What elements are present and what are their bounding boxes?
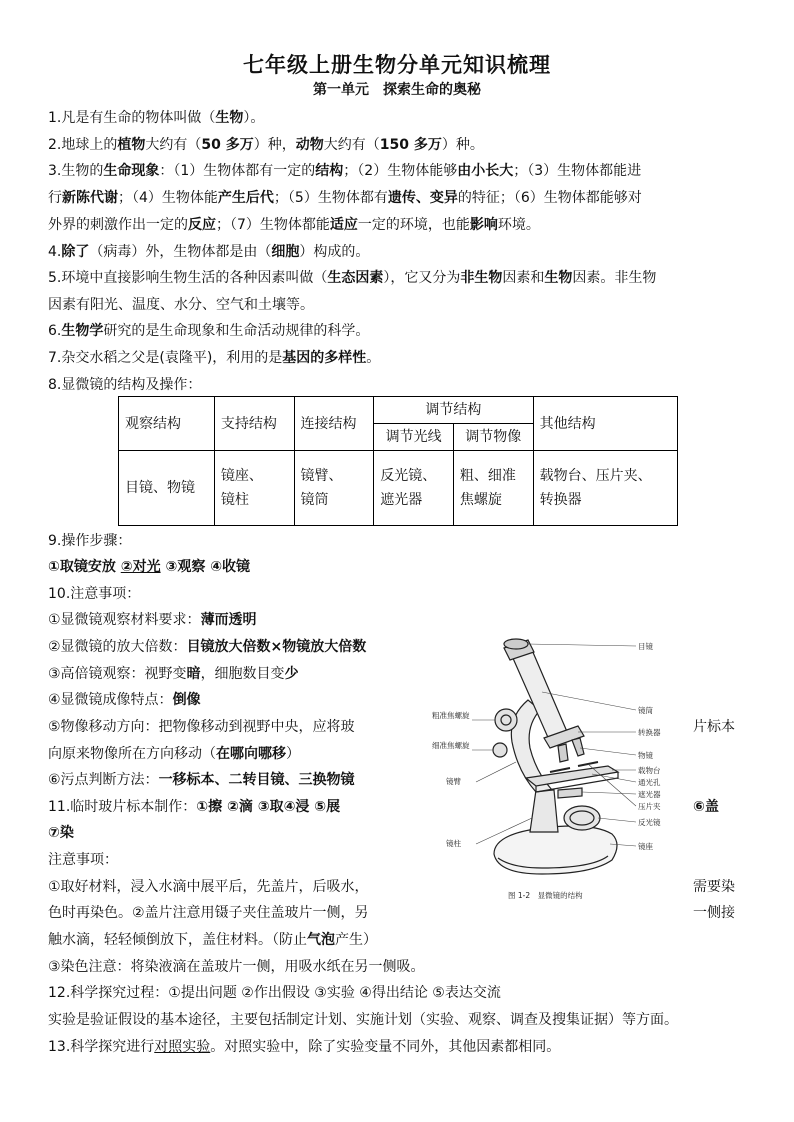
label-eyepiece: 目镜 bbox=[638, 642, 653, 651]
making-note-2-end: 一侧接 bbox=[693, 905, 735, 921]
item-11-end: ⑥盖 bbox=[693, 799, 719, 815]
item-10: 10.注意事项： bbox=[48, 586, 141, 602]
item-12: 12.科学探究过程：①提出问题 ②作出假设 ③实验 ④得出结论 ⑤表达交流 bbox=[48, 985, 501, 1001]
label-objective: 物镜 bbox=[638, 751, 653, 760]
note-1: ①显微镜观察材料要求：薄而透明 bbox=[48, 612, 257, 628]
making-note-2: 色时再染色。②盖片注意用镊子夹住盖玻片一侧，另 bbox=[48, 905, 369, 921]
item-12-detail: 实验是验证假设的基本途径，主要包括制定计划、实施计划（实验、观察、调查及搜集证据）等方面。 bbox=[48, 1012, 678, 1028]
item-5-line2: 因素有阳光、温度、水分、空气和土壤等。 bbox=[48, 297, 314, 313]
label-coarse-focus: 粗准焦螺旋 bbox=[432, 711, 470, 720]
label-mirror: 反光镜 bbox=[638, 818, 661, 827]
note-6: ⑥污点判断方法：一移标本、二转目镜、三换物镜 bbox=[48, 772, 355, 788]
label-arm: 镜臂 bbox=[446, 777, 461, 786]
label-nosepiece: 转换器 bbox=[638, 728, 661, 737]
item-11: 11.临时玻片标本制作：①擦 ②滴 ③取④浸 ⑤展 bbox=[48, 799, 341, 815]
page-title: 七年级上册生物分单元知识梳理 bbox=[243, 53, 551, 77]
microscope-diagram bbox=[432, 622, 682, 912]
label-stage: 载物台 bbox=[638, 766, 661, 775]
label-base: 镜座 bbox=[638, 842, 653, 851]
label-pillar: 镜柱 bbox=[446, 839, 461, 848]
making-note-4: ③染色注意：将染液滴在盖玻片一侧，用吸水纸在另一侧吸。 bbox=[48, 959, 425, 975]
item-9: 9.操作步骤： bbox=[48, 533, 132, 549]
th-observe: 观察结构 bbox=[119, 397, 215, 451]
th-image: 调节物像 bbox=[453, 424, 533, 451]
item-6: 6.生物学研究的是生命现象和生命活动规律的科学。 bbox=[48, 323, 370, 339]
note-3: ③高倍镜观察：视野变暗，细胞数目变少 bbox=[48, 666, 299, 682]
th-connect: 连接结构 bbox=[294, 397, 374, 451]
microscope-structure-table bbox=[118, 396, 678, 526]
label-fine-focus: 细准焦螺旋 bbox=[432, 741, 470, 750]
making-note-1: ①取好材料，浸入水滴中展平后，先盖片，后吸水， bbox=[48, 879, 369, 895]
label-hole: 通光孔 bbox=[638, 778, 661, 787]
item-3-line3: 外界的刺激作出一定的反应；（7）生物体都能适应一定的环境，也能影响环境。 bbox=[48, 217, 540, 233]
th-adjust: 调节结构 bbox=[374, 397, 533, 424]
making-note-3: 触水滴，轻轻倾倒放下，盖住材料。（防止气泡产生） bbox=[48, 932, 377, 948]
label-tube: 镜筒 bbox=[638, 706, 653, 715]
td-observe: 目镜、物镜 bbox=[119, 451, 215, 526]
note-4: ④显微镜成像特点：倒像 bbox=[48, 692, 201, 708]
note-5-line1-end: 片标本 bbox=[693, 719, 735, 735]
item-5-line1: 5.环境中直接影响生物生活的各种因素叫做（生态因素），它又分为非生物因素和生物因素。非生物 bbox=[48, 270, 657, 286]
note-5-line2: 向原来物像所在方向移动（在哪向哪移） bbox=[48, 746, 300, 762]
note-2: ②显微镜的放大倍数：目镜放大倍数×物镜放大倍数 bbox=[48, 639, 367, 655]
item-7: 7.杂交水稻之父是(袁隆平)，利用的是基因的多样性。 bbox=[48, 350, 381, 366]
note-5-line1: ⑤物像移动方向：把物像移动到视野中央，应将玻 bbox=[48, 719, 355, 735]
td-other: 载物台、压片夹、 转换器 bbox=[533, 451, 677, 526]
item-8: 8.显微镜的结构及操作： bbox=[48, 377, 202, 393]
page-subtitle: 第一单元 探索生命的奥秘 bbox=[313, 82, 481, 98]
item-3-line1: 3.生物的生命现象：（1）生物体都有一定的结构；（2）生物体能够由小长大；（3）生物体都能进 bbox=[48, 163, 642, 179]
label-diaphragm: 遮光器 bbox=[638, 790, 661, 799]
operation-steps: ①取镜安放 ②对光 ③观察 ④收镜 bbox=[48, 559, 251, 575]
th-other: 其他结构 bbox=[533, 397, 677, 451]
item-13: 13.科学探究进行对照实验。对照实验中，除了实验变量不同外，其他因素都相同。 bbox=[48, 1039, 561, 1055]
item-1: 1.凡是有生命的物体叫做（生物）。 bbox=[48, 110, 265, 126]
figure-caption: 图 1-2 显微镜的结构 bbox=[508, 891, 583, 900]
td-image: 粗、细准 焦螺旋 bbox=[453, 451, 533, 526]
label-clip: 压片夹 bbox=[638, 802, 661, 811]
item-4: 4.除了（病毒）外，生物体都是由（细胞）构成的。 bbox=[48, 244, 370, 260]
td-connect: 镜臂、 镜筒 bbox=[294, 451, 374, 526]
item-11-line2: ⑦染 bbox=[48, 825, 74, 841]
td-light: 反光镜、 遮光器 bbox=[374, 451, 454, 526]
td-support: 镜座、 镜柱 bbox=[214, 451, 294, 526]
th-support: 支持结构 bbox=[214, 397, 294, 451]
item-2: 2.地球上的植物大约有（50 多万）种，动物大约有（150 多万）种。 bbox=[48, 137, 484, 153]
th-light: 调节光线 bbox=[374, 424, 454, 451]
making-note-1-end: 需要染 bbox=[693, 879, 735, 895]
item-3-line2: 行新陈代谢；（4）生物体能产生后代；（5）生物体都有遗传、变异的特征；（6）生物体都能够对 bbox=[48, 190, 642, 206]
item-11-note-heading: 注意事项： bbox=[48, 852, 118, 868]
